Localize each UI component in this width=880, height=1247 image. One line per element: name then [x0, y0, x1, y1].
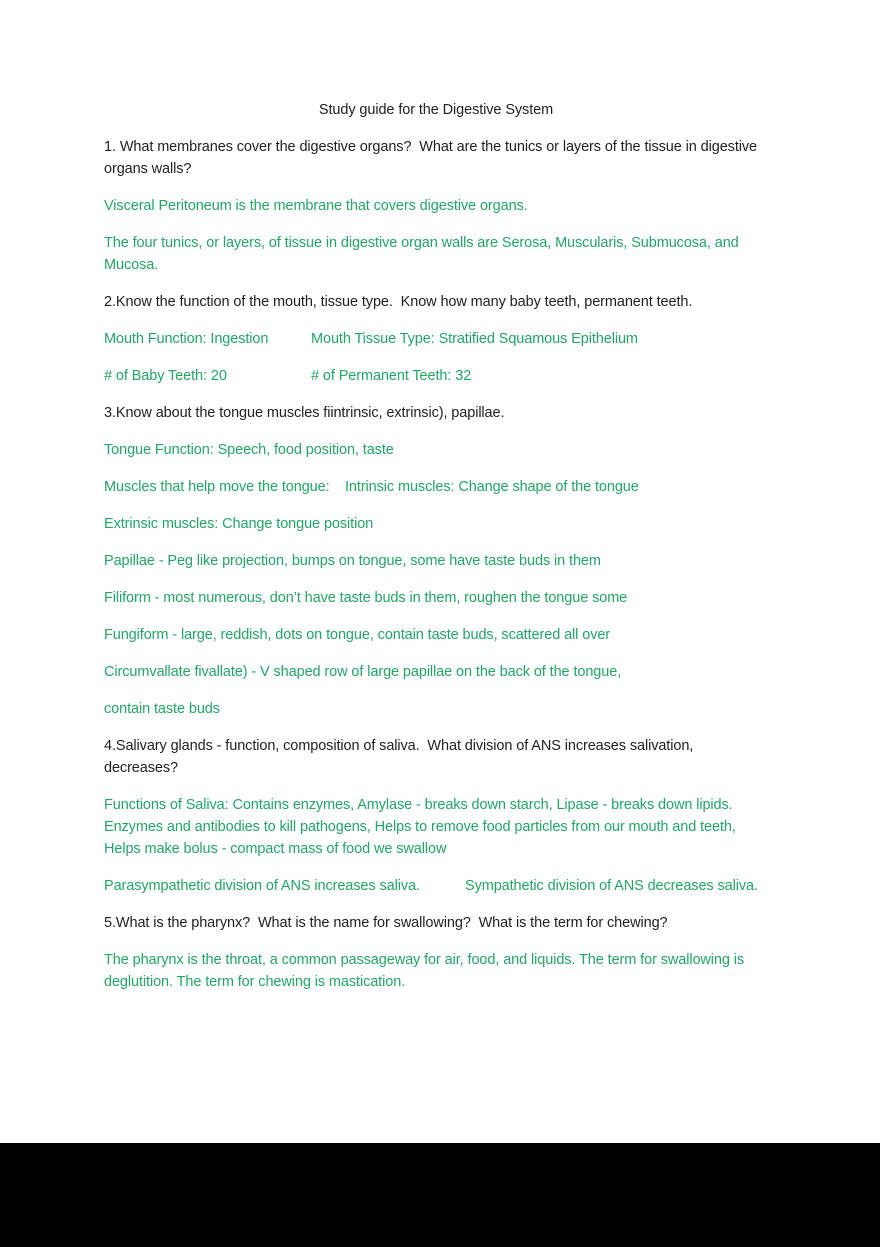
answer-3-muscles-row [104, 476, 768, 498]
answer-3-papillae: Papillae - Peg like projection, bumps on tongue, some have taste buds in them [104, 553, 601, 569]
intrinsic-muscles-text: Intrinsic muscles: Change shape of the tongue [345, 479, 639, 495]
document-title: Study guide for the Digestive System [318, 102, 554, 118]
sympathetic-text: Sympathetic division of ANS decreases saliva. [465, 878, 758, 894]
parasympathetic-text: Parasympathetic division of ANS increases saliva. [104, 878, 420, 894]
answer-3-filiform: Filiform - most numerous, don’t have taste buds in them, roughen the tongue some [104, 590, 628, 606]
answer-3-circumvallate-cont: contain taste buds [104, 701, 220, 717]
mouth-function-text: Mouth Function: Ingestion [104, 331, 269, 347]
answer-1-tunics: The four tunics, or layers, of tissue in digestive organ walls are Serosa, Muscularis, Submucosa, and Mucosa. [104, 235, 743, 273]
answer-4-ans-row [104, 875, 768, 897]
answer-2-mouth-row [104, 328, 768, 350]
question-4: 4.Salivary glands - function, composition of saliva. What division of ANS increases salivation, decreases? [104, 738, 698, 776]
question-1: 1. What membranes cover the digestive organs? What are the tunics or layers of the tissue in digestive organs walls? [104, 139, 761, 177]
answer-3-tongue-function: Tongue Function: Speech, food position, taste [104, 442, 394, 458]
answer-5-pharynx: The pharynx is the throat, a common passageway for air, food, and liquids. The term for swallowing is deglutition. The term for chewing is mastication. [104, 952, 748, 990]
answer-3-extrinsic: Extrinsic muscles: Change tongue position [104, 516, 374, 532]
answer-4-saliva-functions: Functions of Saliva: Contains enzymes, Amylase - breaks down starch, Lipase - breaks down lipids. Enzymes and antibodies to kill pathogens, Helps to remove food particles from our mouth and teeth, Helps make bolus - compact mass of food we swallow [104, 797, 740, 857]
answer-2-teeth-row [104, 365, 768, 387]
question-5: 5.What is the pharynx? What is the name for swallowing? What is the term for chewing? [104, 915, 668, 931]
question-3: 3.Know about the tongue muscles fiintrinsic, extrinsic), papillae. [104, 405, 505, 421]
permanent-teeth-text: # of Permanent Teeth: 32 [311, 368, 472, 384]
baby-teeth-text: # of Baby Teeth: 20 [104, 368, 227, 384]
mouth-tissue-text: Mouth Tissue Type: Stratified Squamous Epithelium [311, 331, 638, 347]
answer-1-membrane: Visceral Peritoneum is the membrane that covers digestive organs. [104, 198, 528, 214]
answer-3-circumvallate: Circumvallate fivallate) - V shaped row of large papillae on the back of the tongue, [104, 664, 622, 680]
muscles-label-text: Muscles that help move the tongue: [104, 479, 330, 495]
bottom-black-bar [0, 1143, 880, 1247]
answer-3-fungiform: Fungiform - large, reddish, dots on tongue, contain taste buds, scattered all over [104, 627, 611, 643]
question-2: 2.Know the function of the mouth, tissue type. Know how many baby teeth, permanent teeth. [104, 294, 693, 310]
